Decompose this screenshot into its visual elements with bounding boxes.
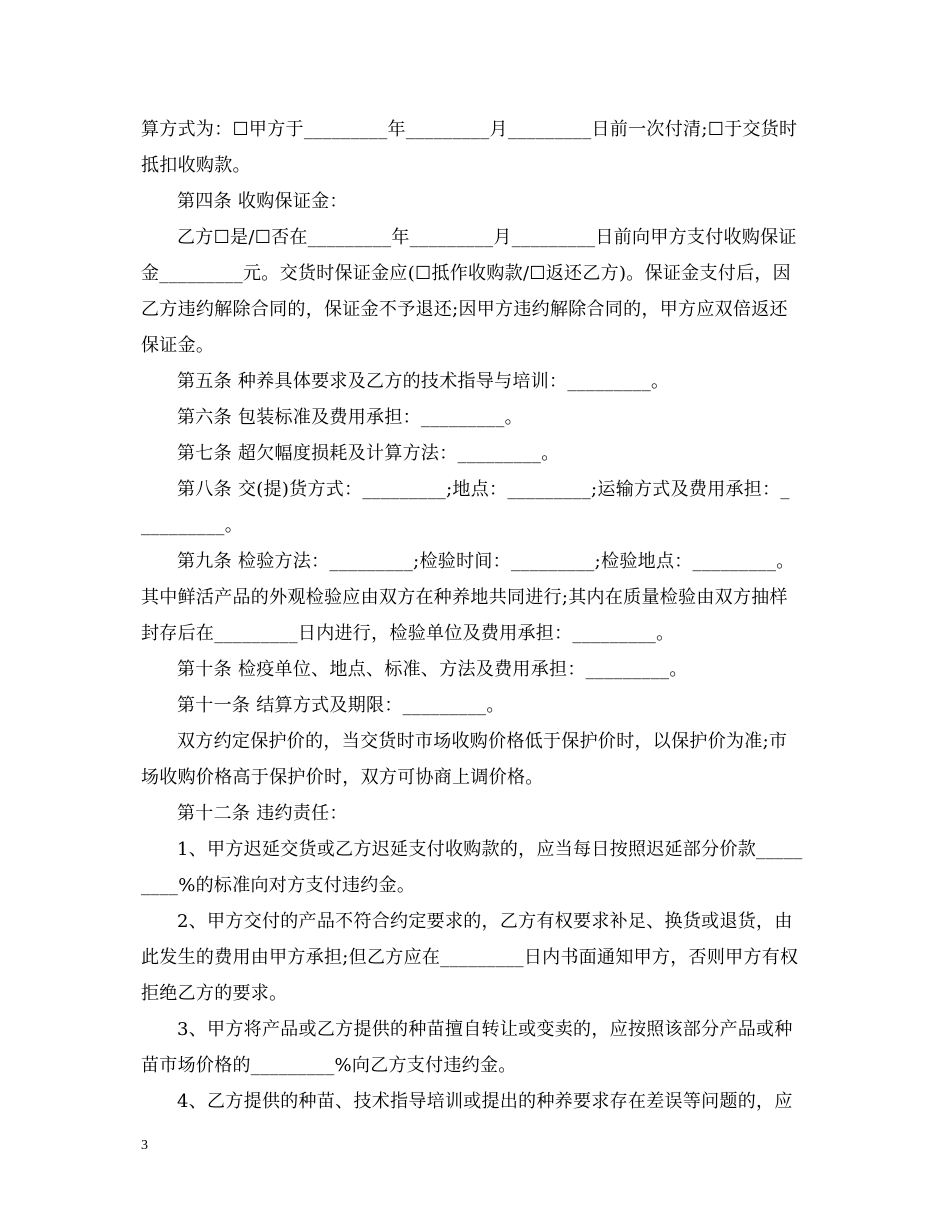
text-line: 第四条 收购保证金： — [177, 191, 348, 212]
text-line: _________。 — [141, 515, 243, 536]
text-line: 1、甲方迟延交货或乙方迟延支付收购款的，应当每日按照迟延部分价款_____ — [177, 839, 803, 860]
text-line: 第五条 种养具体要求及乙方的技术指导与培训：_________。 — [177, 371, 670, 392]
text-line: 4、乙方提供的种苗、技术指导培训或提出的种养要求存在差误等问题的，应 — [177, 1091, 793, 1112]
text-line: 第九条 检验方法：_________;检验时间：_________;检验地点：_________。 — [177, 551, 795, 572]
text-line: 算方式为：☐甲方于_________年_________月_________日前一次付清;☐于交货时 — [141, 119, 798, 140]
text-line: 金_________元。交货时保证金应(☐抵作收购款/☐返还乙方)。保证金支付后，因 — [141, 263, 791, 284]
document-body — [141, 112, 811, 1120]
text-line: 乙方☐是/☐否在_________年_________月_________日前向甲方支付收购保证 — [177, 227, 797, 248]
text-line: 封存后在_________日内进行，检验单位及费用承担：_________。 — [141, 623, 675, 644]
text-line: 抵扣收购款。 — [141, 155, 251, 176]
text-line: 第十二条 违约责任： — [177, 803, 348, 824]
text-line: 乙方违约解除合同的，保证金不予退还;因甲方违约解除合同的，甲方应双倍返还 — [141, 299, 788, 320]
text-line: 第六条 包装标准及费用承担：_________。 — [177, 407, 523, 428]
text-line: 第十条 检疫单位、地点、标准、方法及费用承担：_________。 — [177, 659, 688, 680]
text-line: 第十一条 结算方式及期限：_________。 — [177, 695, 505, 716]
text-line: 苗市场价格的_________%向乙方支付违约金。 — [141, 1055, 517, 1076]
text-line: 2、甲方交付的产品不符合约定要求的，乙方有权要求补足、换货或退货，由 — [177, 911, 793, 932]
text-line: ____%的标准向对方支付违约金。 — [141, 875, 416, 896]
text-line: 其中鲜活产品的外观检验应由双方在种养地共同进行;其内在质量检验由双方抽样 — [141, 587, 788, 608]
text-line: 第七条 超欠幅度损耗及计算方法：_________。 — [177, 443, 560, 464]
page-number: 3 — [141, 1138, 148, 1153]
text-line: 拒绝乙方的要求。 — [141, 983, 288, 1004]
text-line: 此发生的费用由甲方承担;但乙方应在_________日内书面通知甲方，否则甲方有权 — [141, 947, 799, 968]
text-line: 3、甲方将产品或乙方提供的种苗擅自转让或变卖的，应按照该部分产品或种 — [177, 1019, 793, 1040]
text-line: 双方约定保护价的，当交货时市场收购价格低于保护价时，以保护价为准;市 — [177, 731, 788, 752]
text-line: 保证金。 — [141, 335, 215, 356]
text-line: 场收购价格高于保护价时，双方可协商上调价格。 — [141, 767, 544, 788]
text-line: 第八条 交(提)货方式：_________;地点：_________;运输方式及费用承担：_ — [177, 479, 790, 500]
